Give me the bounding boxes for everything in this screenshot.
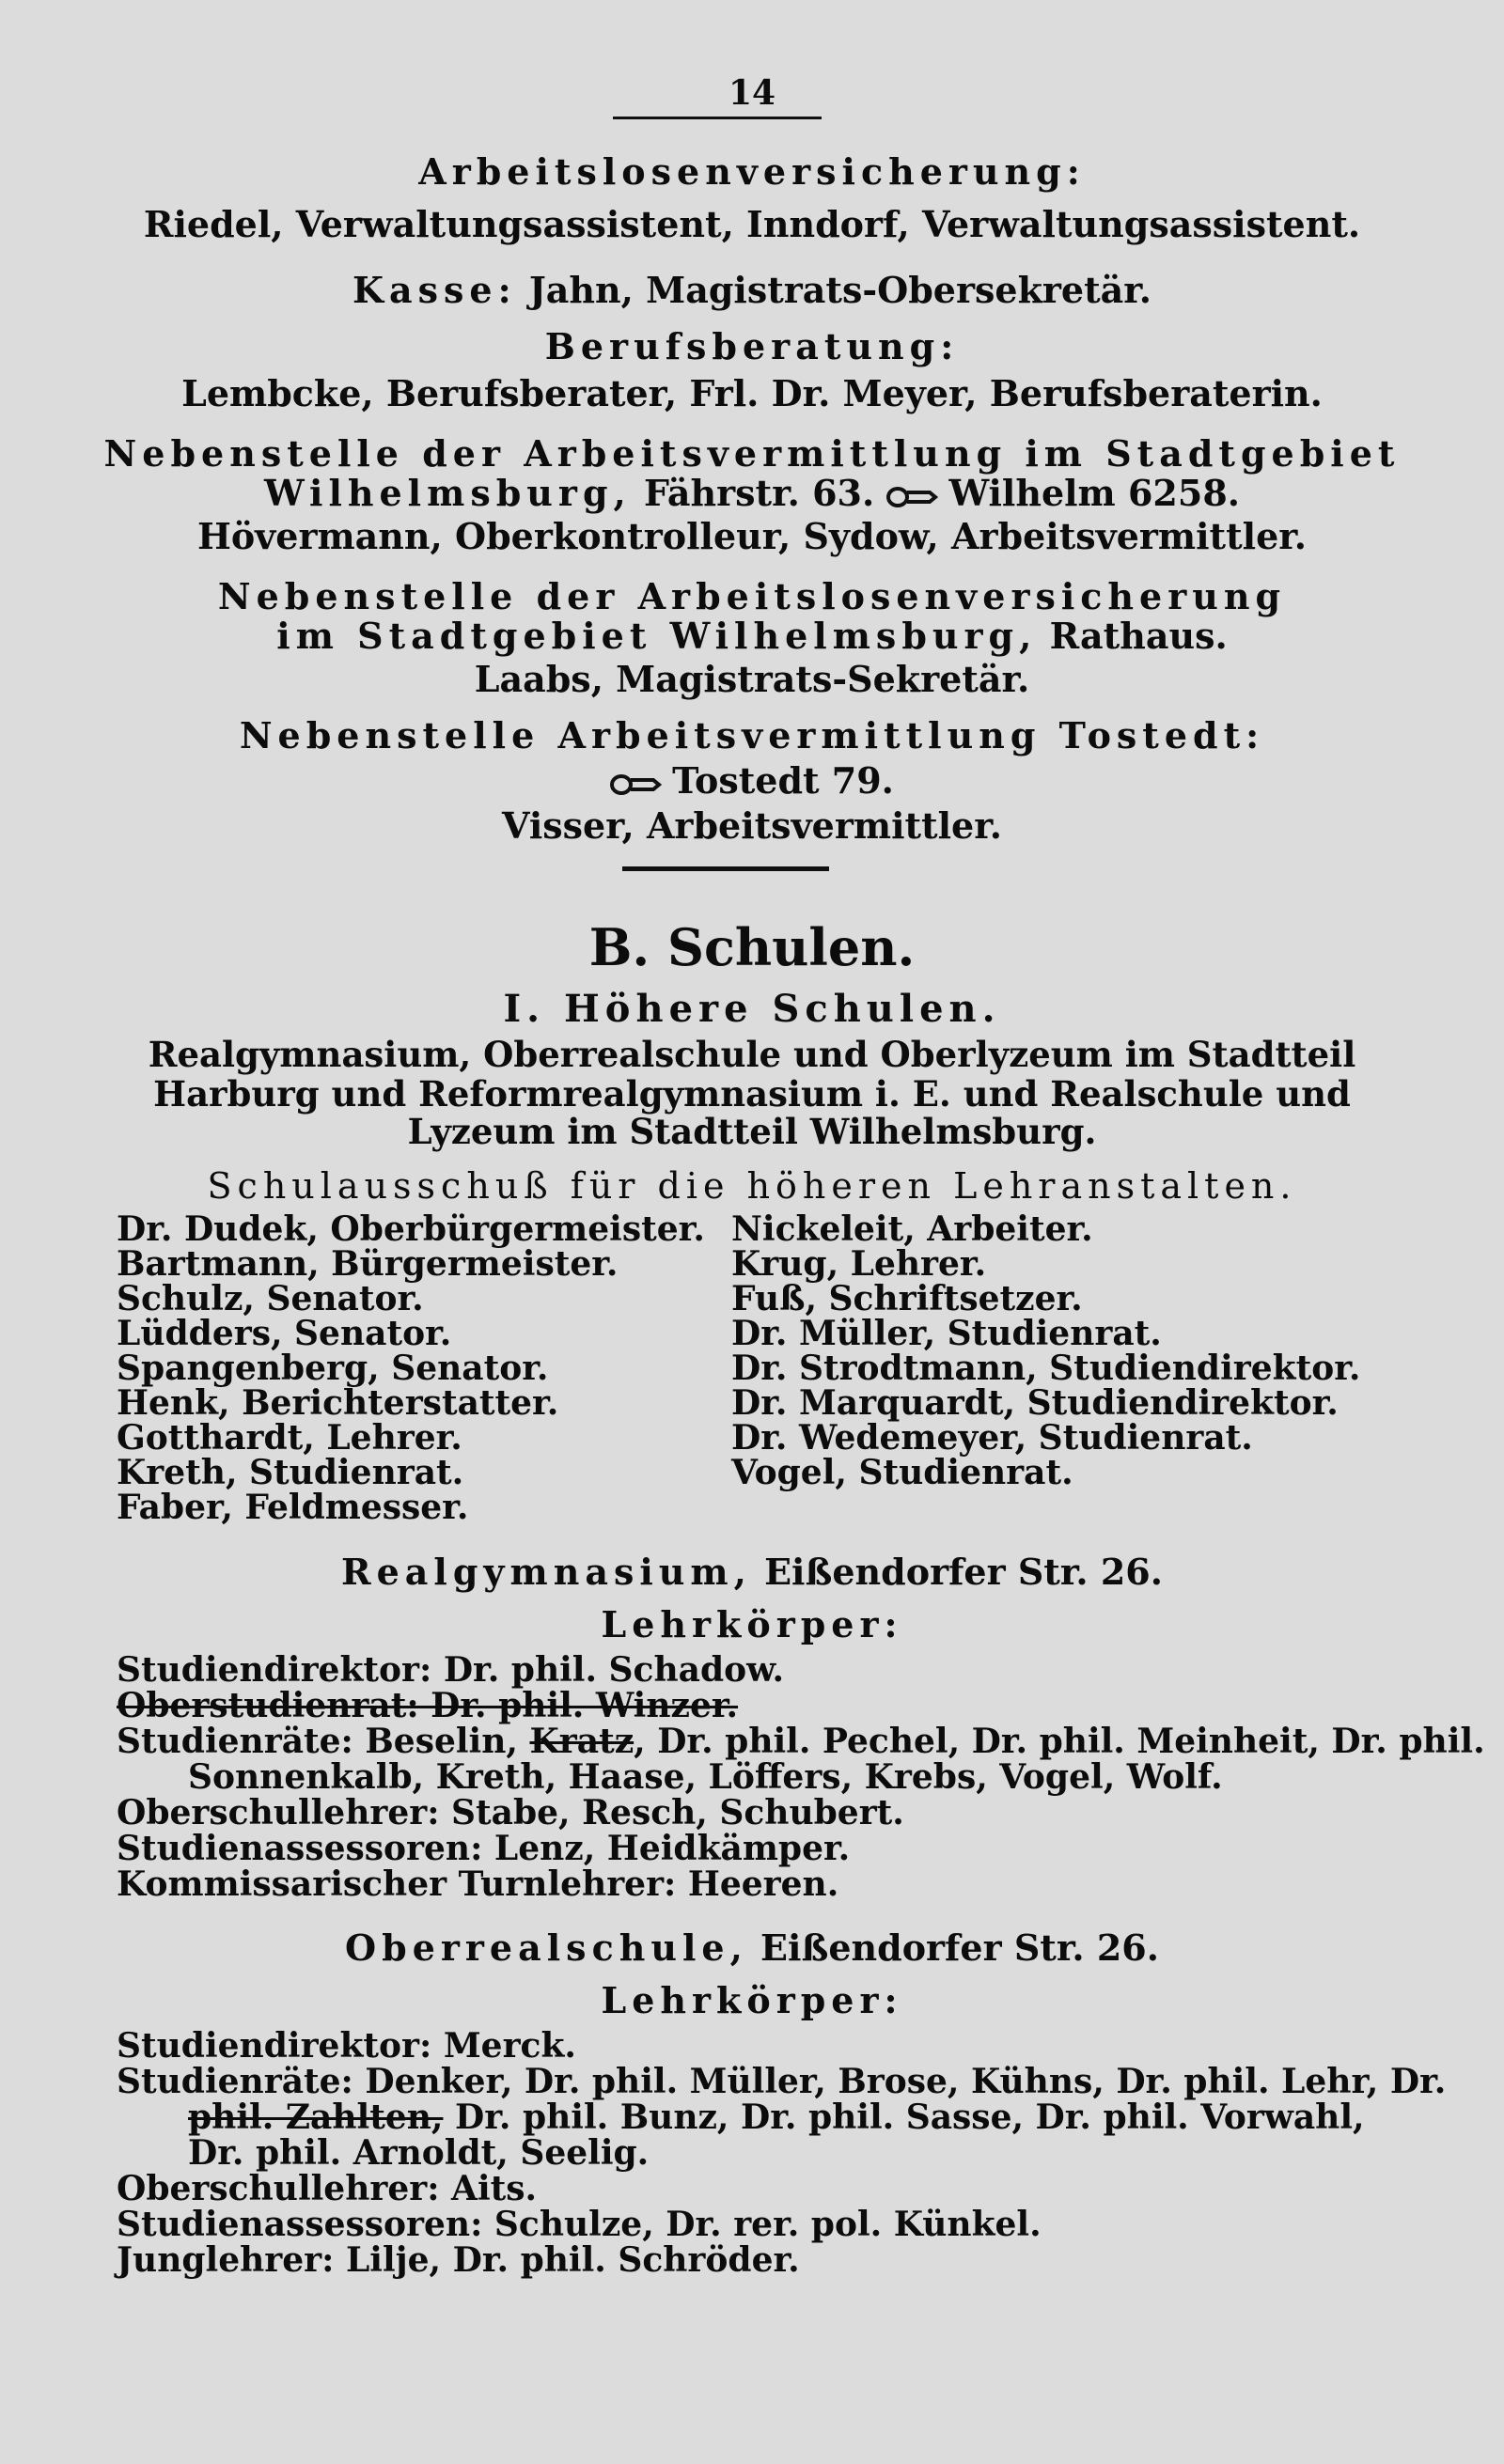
subsection-title: I. Höhere Schulen. <box>503 987 1001 1031</box>
list-item: Dr. Marquardt, Studiendirektor. <box>731 1383 1339 1423</box>
realgymnasium-director: Studiendirektor: Dr. phil. Schadow. <box>117 1650 785 1690</box>
list-item: Dr. Strodtmann, Studiendirektor. <box>731 1349 1361 1388</box>
list-item: Nickeleit, Arbeiter. <box>731 1209 1093 1249</box>
list-item: Dr. Müller, Studienrat. <box>731 1314 1162 1353</box>
committee-right-column <box>731 1209 1361 1492</box>
oberrealschule-address: Eißendorfer Str. 26. <box>747 1926 1159 1969</box>
branch1-phone: Wilhelm 6258. <box>948 472 1240 514</box>
committee-left-column <box>117 1209 705 1527</box>
branch2-address: Rathaus. <box>1037 615 1228 657</box>
branch1-place: Wilhelmsburg, <box>264 472 632 514</box>
branch1-address: Fährstr. 63. <box>631 472 875 514</box>
list-item: Spangenberg, Senator. <box>117 1349 549 1388</box>
list-item: Dr. Wedemeyer, Studienrat. <box>731 1418 1253 1458</box>
career-staff: Lembcke, Berufsberater, Frl. Dr. Meyer, Berufsberaterin. <box>181 372 1323 414</box>
realgymnasium-councillors-1 <box>117 1722 1485 1761</box>
branch2-place: im Stadtgebiet Wilhelmsburg, <box>276 615 1038 657</box>
list-item: Fuß, Schriftsetzer. <box>731 1279 1083 1318</box>
page-number-rule <box>613 117 822 119</box>
list-item: Lüdders, Senator. <box>117 1314 452 1353</box>
realgymnasium-senior-teachers: Oberschullehrer: Stabe, Resch, Schubert. <box>117 1793 904 1832</box>
list-item: Henk, Berichterstatter. <box>117 1383 559 1423</box>
branch1-heading: Nebenstelle der Arbeitsvermittlung im Stadtgebiet <box>103 432 1401 475</box>
cash-line <box>0 269 1504 311</box>
list-item: Gotthardt, Lehrer. <box>117 1418 462 1458</box>
oberrealschule-councillors-1: Studienräte: Denker, Dr. phil. Müller, Brose, Kühns, Dr. phil. Lehr, Dr. <box>117 2062 1447 2101</box>
oberrealschule-councillors-3: Dr. phil. Arnoldt, Seelig. <box>188 2133 650 2173</box>
intro-line-1: Realgymnasium, Oberrealschule und Oberlyzeum im Stadtteil <box>148 1034 1356 1075</box>
branch3-heading: Nebenstelle Arbeitsvermittlung Tostedt: <box>239 714 1265 756</box>
councillors-struck: Kratz <box>529 1722 634 1761</box>
intro-line-2: Harburg und Reformrealgymnasium i. E. und Realschule und <box>153 1073 1351 1115</box>
list-item: Krug, Lehrer. <box>731 1244 987 1284</box>
telephone-icon <box>610 772 663 797</box>
realgymnasium-name: Realgymnasium, <box>341 1551 752 1593</box>
councillors-struck: phil. Zahlten, <box>188 2098 444 2137</box>
branch2-heading: Nebenstelle der Arbeitslosenversicherung <box>217 575 1287 617</box>
oberrealschule-name: Oberrealschule, <box>345 1926 748 1969</box>
realgymnasium-address: Eißendorfer Str. 26. <box>751 1551 1163 1593</box>
unemployment-staff: Riedel, Verwaltungsassistent, Inndorf, Verwaltungsassistent. <box>143 203 1361 245</box>
branch3-phone: Tostedt 79. <box>672 759 894 802</box>
councillors-text: Studienräte: Beselin, <box>117 1722 530 1761</box>
list-item: Bartmann, Bürgermeister. <box>117 1244 619 1284</box>
intro-line-3: Lyzeum im Stadtteil Wilhelmsburg. <box>407 1111 1097 1152</box>
list-item: Kreth, Studienrat. <box>117 1453 464 1492</box>
section-divider <box>622 866 829 871</box>
oberrealschule-director: Studiendirektor: Merck. <box>117 2026 576 2066</box>
section-title: B. Schulen. <box>588 917 916 977</box>
branch1-address-line <box>0 472 1504 514</box>
realgymnasium-councillors-2: Sonnenkalb, Kreth, Haase, Löffers, Krebs, Vogel, Wolf. <box>188 1757 1223 1797</box>
realgymnasium-gym-teacher: Kommissarischer Turnlehrer: Heeren. <box>117 1864 839 1904</box>
councillors-text: , Dr. phil. Pechel, Dr. phil. Meinheit, Dr. phil. <box>634 1722 1485 1761</box>
branch2-address-line <box>0 615 1504 657</box>
oberrealschule-staff-heading: Lehrkörper: <box>601 1979 903 2021</box>
oberrealschule-title <box>0 1926 1504 1969</box>
realgymnasium-title <box>0 1551 1504 1593</box>
oberrealschule-junior-teachers: Junglehrer: Lilje, Dr. phil. Schröder. <box>117 2240 800 2280</box>
committee-heading: Schulausschuß für die höheren Lehranstalten. <box>207 1165 1297 1207</box>
councillors-text: Dr. phil. Bunz, Dr. phil. Sasse, Dr. phil. Vorwahl, <box>443 2098 1365 2137</box>
branch2-staff: Laabs, Magistrats-Sekretär. <box>474 658 1030 700</box>
branch1-staff: Hövermann, Oberkontrolleur, Sydow, Arbeitsvermittler. <box>196 515 1308 557</box>
list-item: Schulz, Senator. <box>117 1279 424 1318</box>
unemployment-heading: Arbeitslosenversicherung: <box>418 150 1086 193</box>
page-number: 14 <box>728 73 776 113</box>
branch3-phone-line <box>0 759 1504 802</box>
telephone-icon <box>886 485 939 509</box>
realgymnasium-staff-heading: Lehrkörper: <box>601 1603 903 1645</box>
list-item: Dr. Dudek, Oberbürgermeister. <box>117 1209 705 1249</box>
oberrealschule-assessors: Studienassessoren: Schulze, Dr. rer. pol. Künkel. <box>117 2205 1042 2244</box>
list-item: Faber, Feldmesser. <box>117 1488 469 1527</box>
cash-heading: Kasse: <box>352 269 517 311</box>
realgymnasium-assessors: Studienassessoren: Lenz, Heidkämper. <box>117 1829 851 1868</box>
oberrealschule-councillors-2 <box>188 2098 1365 2137</box>
list-item: Vogel, Studienrat. <box>731 1453 1073 1492</box>
realgymnasium-senior-struck: Oberstudienrat: Dr. phil. Winzer. <box>117 1686 739 1725</box>
branch3-staff: Visser, Arbeitsvermittler. <box>502 804 1002 847</box>
oberrealschule-senior-teachers: Oberschullehrer: Aits. <box>117 2169 538 2208</box>
career-heading: Berufsberatung: <box>544 325 960 367</box>
cash-staff: Jahn, Magistrats-Obersekretär. <box>516 269 1152 311</box>
